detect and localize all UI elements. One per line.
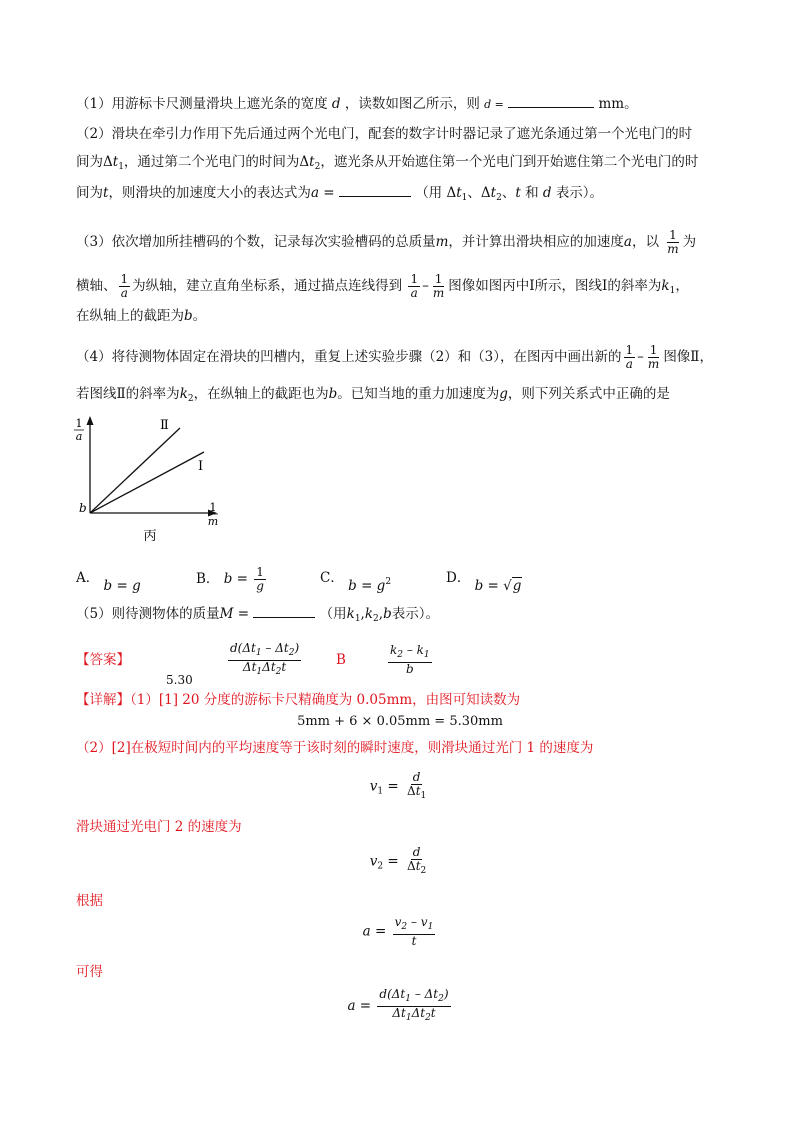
label-II: Ⅱ (160, 418, 169, 433)
detail-eq-v1: $v_1$ = $\frac{d}{\Delta t_1}$ (369, 770, 427, 801)
y-label-num: 1 (75, 417, 83, 430)
detail-eq-v2: $v_2$ = $\frac{d}{\Delta t_2}$ (369, 845, 427, 876)
answer-blank-a[interactable] (339, 183, 411, 197)
question-2-line-2: 间为$\Delta t_1$，通过第二个光电门的时间为$\Delta t_2$，遮光条从开始遮住第一个光电门到开始遮住第二个光电门的时 (76, 154, 699, 172)
answer-blank-m[interactable] (253, 604, 315, 618)
option-a[interactable]: A． b = g (76, 570, 141, 594)
detail-para-3: 滑块通过光电门 2 的速度为 (76, 819, 242, 835)
graph-bing (70, 408, 240, 548)
x-label-den: m (207, 515, 219, 528)
detail-para-4: 根据 (76, 893, 103, 909)
question-2-line-1: （2）滑块在牵引力作用下先后通过两个光电门，配套的数字计时器记录了遮光条通过第一个光电门的时 (76, 126, 693, 142)
x-label-num: 1 (209, 501, 217, 514)
question-3-line-3: 在纵轴上的截距为b。 (76, 308, 207, 324)
line-II (90, 428, 180, 513)
question-4-line-1: （4）将待测物体固定在滑块的凹槽内，重复上述实验步骤（2）和（3），在图丙中画出新的 $\frac{1}{a}$ – $\frac{1}{m}$ 图像Ⅱ， (76, 343, 713, 371)
y-label-den: a (75, 430, 83, 443)
line-I (90, 452, 204, 513)
origin-label: b (79, 501, 87, 515)
answer-2: $\frac{d(\Delta t_1 - \Delta t_2)}{\Delta t_1\Delta t_2t}$ (230, 641, 300, 677)
option-c[interactable]: C． $b = g^2$ (320, 570, 392, 594)
y-axis-arrow (87, 416, 94, 425)
detail-eq-a: a = $\frac{v_2 - v_1}{t}$ (362, 915, 434, 948)
option-b[interactable]: B． b = $\frac{1}{g}$ (196, 565, 264, 593)
question-1: （1）用游标卡尺测量滑块上遮光条的宽度 d ，读数如图乙所示，则 d = mm。 (76, 96, 638, 112)
detail-para-1: 【详解】（1）[1] 20 分度的游标卡尺精确度为 0.05mm，由图可知读数为 (76, 692, 521, 708)
detail-eq-1: 5mm + 6 × 0.05mm = 5.30mm (297, 714, 503, 729)
detail-eq-final: a = $\frac{d(\Delta t_1 - \Delta t_2)}{\Delta t_1\Delta t_2t}$ (347, 987, 449, 1023)
detail-para-2: （2）[2]在极短时间内的平均速度等于该时刻的瞬时速度，则滑块通过光门 1 的速度为 (76, 740, 594, 756)
answer-blank-d[interactable] (508, 94, 594, 108)
detail-para-5: 可得 (76, 964, 103, 980)
question-3-line-1: （3）依次增加所挂槽码的个数，记录每次实验槽码的总质量m，并计算出滑块相应的加速度a，以 $\frac{1}{m}$ 为 (76, 228, 697, 256)
question-2-line-3: 间为t，则滑块的加速度大小的表达式为a = （用 $\Delta t_1$、$\Delta t_2$、t 和 d 表示）。 (76, 185, 604, 203)
answer-3: B (336, 652, 346, 668)
answer-tag: 【答案】 (76, 652, 130, 668)
answer-1: 5.30 (166, 673, 193, 687)
label-I: Ⅰ (198, 459, 204, 474)
answer-4: $\frac{k_2 - k_1}{b}$ (390, 643, 430, 676)
option-d[interactable]: D． b = √g (446, 570, 522, 594)
question-4-line-2: 若图线Ⅱ的斜率为$k_2$，在纵轴上的截距也为b。已知当地的重力加速度为g，则下列关系式中正确的是 (76, 386, 670, 404)
question-5: （5）则待测物体的质量M = （用$k_1,k_2,b$表示）。 (76, 606, 439, 624)
question-3-line-2: 横轴、 $\frac{1}{a}$ 为纵轴，建立直角坐标系，通过描点连线得到 $\frac{1}{a}$ – $\frac{1}{m}$ 图像如图丙中Ⅰ所示，图线Ⅰ的斜率为$k_1$， (76, 272, 689, 300)
graph-caption: 丙 (143, 529, 157, 544)
